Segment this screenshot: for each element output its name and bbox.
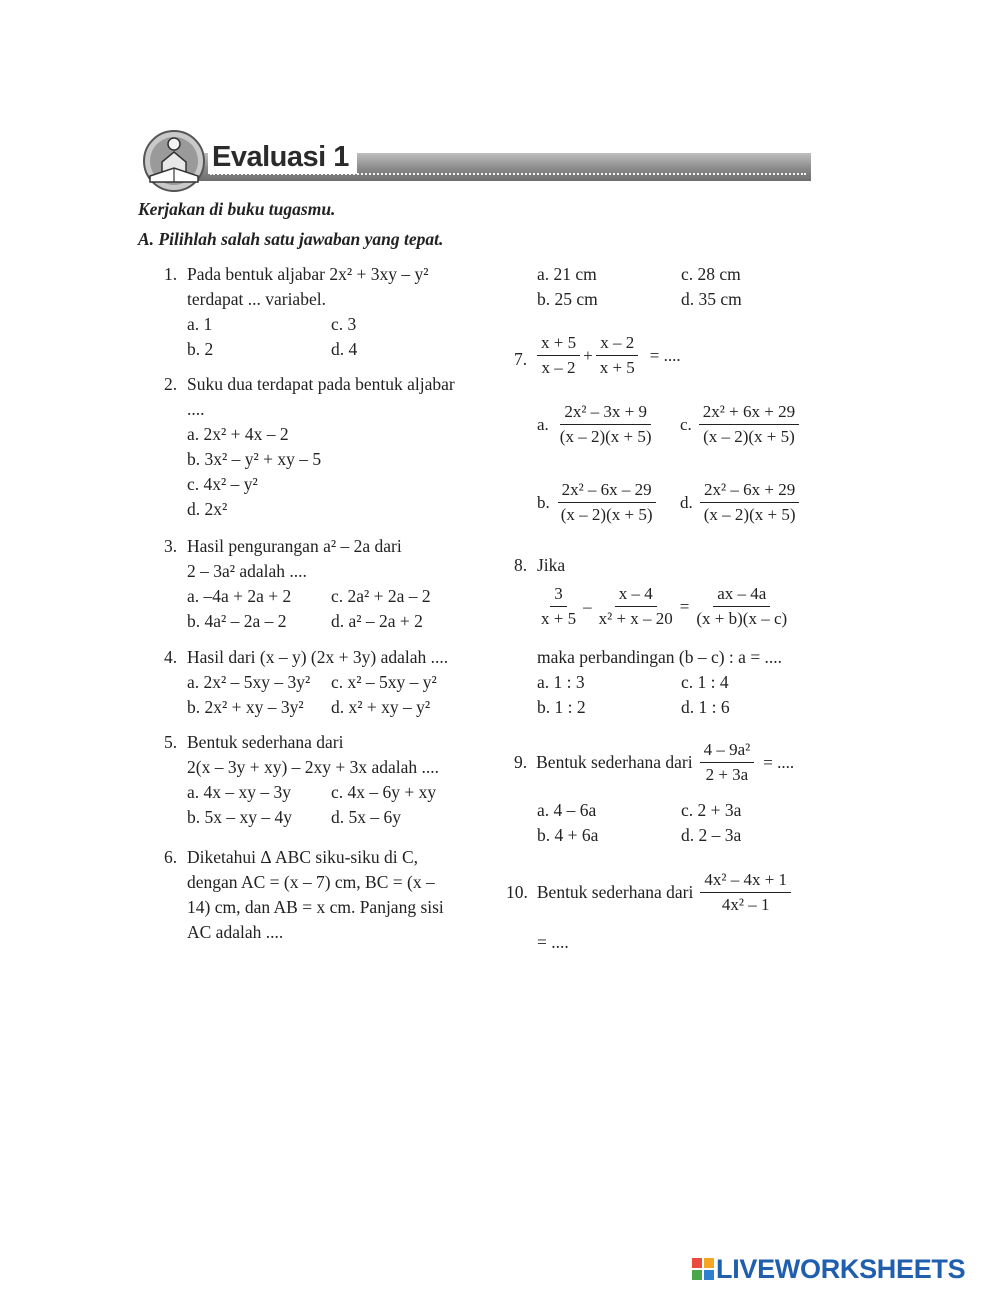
q9-stem-line1: Bentuk sederhana dari [536,752,693,772]
q9-number: 9. [514,752,528,772]
q7-option-d[interactable] [680,480,802,525]
q3-option-c[interactable]: c. 2a² + 2a – 2 [331,586,431,606]
liveworksheets-logo[interactable]: LIVEWORKSHEETS [716,1254,966,1284]
q8-option-b[interactable]: b. 1 : 2 [537,697,586,717]
q8-equals: = [679,596,690,616]
q2-option-d[interactable]: d. 2x² [187,499,228,519]
q4-option-d[interactable]: d. x² + xy – y² [331,697,431,717]
q5-option-d[interactable]: d. 5x – 6y [331,807,401,827]
q7-option-d-label: d. [680,492,693,512]
q1-number: 1. [164,264,178,284]
q9-option-c[interactable]: c. 2 + 3a [681,800,742,820]
q6-stem-line1: Diketahui Δ ABC siku-siku di C, [187,847,418,867]
q5-stem-line1: Bentuk sederhana dari [187,732,344,752]
q5-option-b[interactable]: b. 5x – xy – 4y [187,807,292,827]
q6-option-a[interactable]: a. 21 cm [537,264,597,284]
q5-stem-line2: 2(x – 3y + xy) – 2xy + 3x adalah .... [187,757,440,777]
q8-stem-line1: Jika [537,555,566,575]
q6-stem-line3: 14) cm, dan AB = x cm. Panjang sisi [187,897,444,917]
q7-expression [534,333,681,378]
q10-stem [506,870,794,915]
q6-option-d[interactable]: d. 35 cm [681,289,742,309]
q1-stem-line2: terdapat ... variabel. [187,289,326,309]
page-title: Evaluasi 1 [208,140,357,174]
q8-f3-denominator: (x + b)(x – c) [696,609,788,628]
q3-stem-line1: Hasil pengurangan a² – 2a dari [187,536,402,556]
q10-numerator: 4x² – 4x + 1 [700,870,791,893]
q8-operator: – [583,596,592,616]
q9-option-a[interactable]: a. 4 – 6a [537,800,597,820]
q3-stem-line2: 2 – 3a² adalah .... [187,561,307,581]
section-a-heading: A. Pilihlah salah satu jawaban yang tepat. [138,229,444,249]
q9-equals: = .... [763,752,795,772]
q8-f1-denominator: x + 5 [541,609,577,628]
q2-number: 2. [164,374,178,394]
q7-option-a-label: a. [537,414,549,434]
q7-option-a-numerator: 2x² – 3x + 9 [560,402,651,425]
q6-stem-line4: AC adalah .... [187,922,284,942]
q6-number: 6. [164,847,178,867]
q5-option-c[interactable]: c. 4x – 6y + xy [331,782,437,802]
q8-option-d[interactable]: d. 1 : 6 [681,697,730,717]
q7-option-c-numerator: 2x² + 6x + 29 [699,402,799,425]
q7-option-a[interactable] [537,402,659,447]
q2-stem-line2: .... [187,399,205,419]
q7-option-a-denominator: (x – 2)(x + 5) [559,427,652,446]
q9-option-d[interactable]: d. 2 – 3a [681,825,742,845]
q6-option-b[interactable]: b. 25 cm [537,289,598,309]
q9-option-b[interactable]: b. 4 + 6a [537,825,599,845]
q10-equals: = .... [537,932,569,952]
q10-denominator: 4x² – 1 [721,895,770,914]
q7-term1-denominator: x – 2 [541,358,576,377]
q8-f1-numerator: 3 [550,584,567,607]
q7-term2-denominator: x + 5 [599,358,635,377]
q1-option-c[interactable]: c. 3 [331,314,357,334]
q9-denominator: 2 + 3a [705,765,749,784]
q7-option-d-numerator: 2x² – 6x + 29 [700,480,799,503]
q10-number: 10. [506,882,528,902]
q8-option-a[interactable]: a. 1 : 3 [537,672,585,692]
q8-f3-numerator: ax – 4a [713,584,770,607]
q8-stem-line2: maka perbandingan (b – c) : a = .... [537,647,783,667]
q7-equals: = .... [649,345,681,365]
q5-number: 5. [164,732,178,752]
q7-option-c[interactable] [680,402,802,447]
q7-option-c-label: c. [680,414,692,434]
q9-stem [514,740,794,785]
q1-option-d[interactable]: d. 4 [331,339,358,359]
q8-f2-denominator: x² + x – 20 [598,609,673,628]
q6-option-c[interactable]: c. 28 cm [681,264,741,284]
q8-equation [534,584,794,629]
reader-emblem-icon [138,128,210,194]
q4-stem-line1: Hasil dari (x – y) (2x + 3y) adalah .... [187,647,449,667]
q7-operator: + [583,345,593,365]
q6-stem-line2: dengan AC = (x – 7) cm, BC = (x – [187,872,435,892]
q5-option-a[interactable]: a. 4x – xy – 3y [187,782,292,802]
q3-option-d[interactable]: d. a² – 2a + 2 [331,611,423,631]
q10-stem-line1: Bentuk sederhana dari [536,882,694,902]
q2-stem-line1: Suku dua terdapat pada bentuk aljabar [187,374,455,394]
q7-term1-numerator: x + 5 [537,333,580,356]
q4-option-a[interactable]: a. 2x² – 5xy – 3y² [187,672,311,692]
q3-number: 3. [164,536,178,556]
q7-option-b[interactable] [537,480,659,525]
q3-option-b[interactable]: b. 4a² – 2a – 2 [187,611,287,631]
q7-option-b-numerator: 2x² – 6x – 29 [558,480,656,503]
q8-f2-numerator: x – 4 [615,584,657,607]
q2-option-b[interactable]: b. 3x² – y² + xy – 5 [187,449,322,469]
q1-option-b[interactable]: b. 2 [187,339,214,359]
q7-number: 7. [514,349,528,369]
q7-option-b-label: b. [537,492,550,512]
q7-option-d-denominator: (x – 2)(x + 5) [703,505,796,524]
q7-term2-numerator: x – 2 [596,333,638,356]
q8-option-c[interactable]: c. 1 : 4 [681,672,729,692]
q2-option-a[interactable]: a. 2x² + 4x – 2 [187,424,289,444]
q7-option-b-denominator: (x – 2)(x + 5) [560,505,653,524]
q9-numerator: 4 – 9a² [700,740,755,763]
q8-number: 8. [514,555,528,575]
liveworksheets-logo-icon [692,1258,714,1280]
q1-stem-line1: Pada bentuk aljabar 2x² + 3xy – y² [187,264,429,284]
q4-option-c[interactable]: c. x² – 5xy – y² [331,672,437,692]
q4-option-b[interactable]: b. 2x² + xy – 3y² [187,697,304,717]
q1-option-a[interactable]: a. 1 [187,314,213,334]
q2-option-c[interactable]: c. 4x² – y² [187,474,258,494]
q7-option-c-denominator: (x – 2)(x + 5) [703,427,795,446]
q3-option-a[interactable]: a. –4a + 2a + 2 [187,586,292,606]
instruction-text: Kerjakan di buku tugasmu. [138,199,336,219]
q4-number: 4. [164,647,178,667]
